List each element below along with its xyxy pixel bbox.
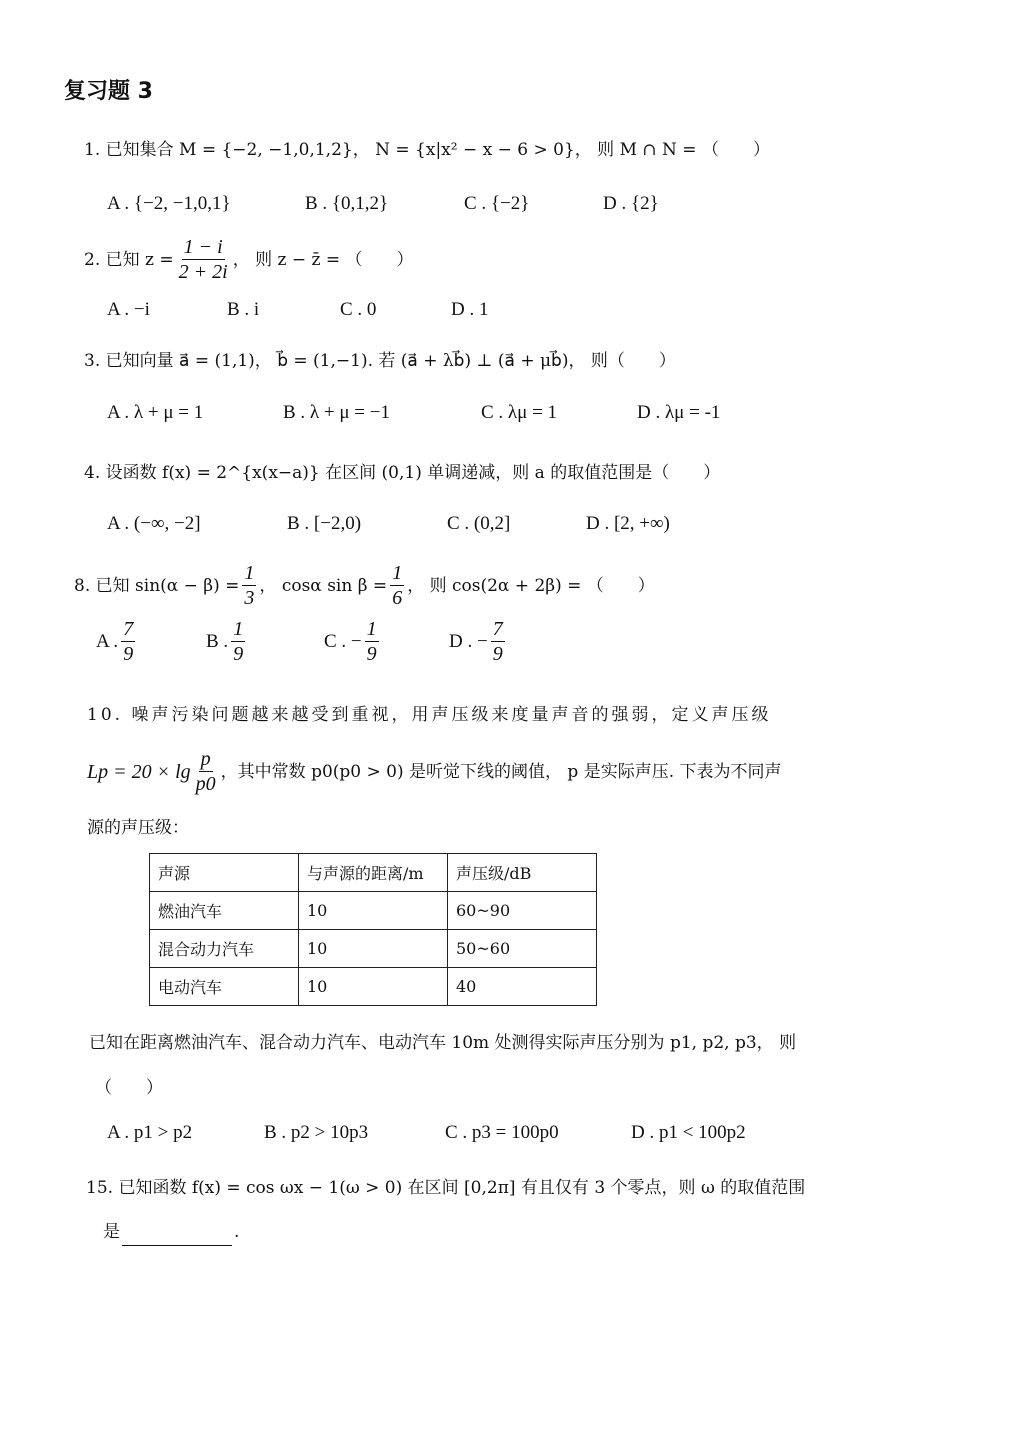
question-1-option-c: C . {−2} [464, 193, 530, 214]
question-8-option-c-numerator: 1 [366, 618, 377, 640]
table-cell: 50~60 [448, 930, 597, 968]
table-cell: 电动汽车 [150, 968, 299, 1006]
table-cell: 10 [299, 930, 448, 968]
question-10-line-2-rest: ，其中常数 p0(p0 > 0) 是听觉下线的阈值， p 是实际声压. 下表为不同声 [220, 761, 782, 782]
question-15-line-2-prefix: 是 [103, 1222, 120, 1242]
table-row [150, 892, 597, 930]
question-15-line-2-suffix: . [234, 1222, 240, 1242]
question-8-option-b-fraction [231, 618, 245, 665]
question-4-option-b: B . [−2,0) [287, 513, 362, 534]
table-header-cell: 声源 [150, 854, 299, 892]
question-2-fraction-numerator: 1 − i [183, 236, 223, 258]
question-8-fraction-1 [242, 562, 256, 609]
question-8-option-a-numerator: 7 [123, 618, 134, 640]
question-10-formula-fraction [194, 748, 218, 795]
question-2-prefix: 2. 已知 z = [84, 249, 174, 270]
question-2-option-b: B . i [227, 299, 260, 320]
table-header-cell: 声压级/dB [448, 854, 597, 892]
question-8-option-a [96, 618, 138, 665]
question-1-option-b: B . {0,1,2} [305, 193, 389, 214]
question-10-option-b: B . p2 > 10p3 [264, 1122, 369, 1143]
question-3-option-d: D . λμ = -1 [637, 402, 721, 423]
question-1-stem: 1. 已知集合 M = {−2, −1,0,1,2}， N = {x|x² − x − 6 > 0}， 则 M ∩ N = （ ） [84, 140, 770, 160]
question-8-fraction-2-numerator: 1 [392, 562, 403, 584]
question-8-option-c [324, 618, 382, 665]
question-10-option-d: D . p1 < 100p2 [631, 1122, 746, 1143]
question-3-option-b: B . λ + μ = −1 [283, 402, 390, 423]
table-row [150, 968, 597, 1006]
question-10-formula-prefix: Lp = 20 × lg [87, 760, 191, 783]
question-10-line-2 [87, 748, 782, 795]
question-8-option-a-label: A . [96, 630, 119, 652]
question-4-option-c: C . (0,2] [447, 513, 511, 534]
question-4-stem: 4. 设函数 f(x) = 2^{x(x−a)} 在区间 (0,1) 单调递减，则 a 的取值范围是（ ） [84, 463, 721, 483]
question-8-fraction-1-numerator: 1 [244, 562, 255, 584]
question-3-option-a: A . λ + μ = 1 [107, 402, 204, 423]
question-8-option-c-fraction [365, 618, 379, 665]
question-10-formula-numerator: p [200, 748, 211, 770]
table-header-cell: 与声源的距离/m [299, 854, 448, 892]
question-8-option-b-numerator: 1 [233, 618, 244, 640]
question-10-option-a: A . p1 > p2 [107, 1122, 193, 1143]
question-2-option-a: A . −i [107, 299, 150, 320]
question-3-option-c: C . λμ = 1 [481, 402, 558, 423]
question-8-option-d-numerator: 7 [492, 618, 503, 640]
question-8-option-c-label: C . − [324, 630, 362, 652]
question-4-option-d: D . [2, +∞) [586, 513, 670, 534]
question-8-option-d-fraction [491, 618, 505, 665]
question-2-stem [84, 236, 414, 283]
question-8-option-d [449, 618, 508, 665]
question-2-fraction [177, 236, 230, 283]
page-title: 复习题 3 [64, 79, 153, 104]
question-2-fraction-denominator: 2 + 2i [178, 261, 228, 283]
question-8-option-b [206, 618, 248, 665]
table-cell: 40 [448, 968, 597, 1006]
question-2-suffix: ， 则 z − z̄ = （ ） [232, 249, 414, 270]
question-15-line-2 [103, 1218, 239, 1246]
question-3-stem: 3. 已知向量 a⃗ = (1,1)， b⃗ = (1,−1). 若 (a⃗ + λb⃗) ⊥ (a⃗ + μb⃗)， 则（ ） [84, 351, 676, 371]
question-8-fraction-2 [390, 562, 404, 609]
table-header-row [150, 854, 597, 892]
question-10-line-3: 源的声压级： [87, 818, 189, 838]
table-cell: 燃油汽车 [150, 892, 299, 930]
question-15-line-1: 15. 已知函数 f(x) = cos ωx − 1(ω > 0) 在区间 [0,2π] 有且仅有 3 个零点，则 ω 的取值范围 [86, 1178, 806, 1198]
table-cell: 10 [299, 892, 448, 930]
question-8-option-b-label: B . [206, 630, 229, 652]
table-cell: 混合动力汽车 [150, 930, 299, 968]
table-cell: 10 [299, 968, 448, 1006]
question-10-option-c: C . p3 = 100p0 [445, 1122, 559, 1143]
table-cell: 60~90 [448, 892, 597, 930]
question-10-line-1: 10. 噪声污染问题越来越受到重视，用声压级来度量声音的强弱，定义声压级 [87, 705, 772, 725]
question-2-option-c: C . 0 [340, 299, 377, 320]
question-8-suffix: ， 则 cos(2α + 2β) = （ ） [407, 575, 655, 596]
question-10-line-4: 已知在距离燃油汽车、混合动力汽车、电动汽车 10m 处测得实际声压分别为 p1, p2, p3， 则 [89, 1033, 797, 1053]
question-8-stem [74, 562, 655, 609]
answer-blank[interactable] [122, 1245, 232, 1246]
question-8-option-b-denominator: 9 [233, 643, 244, 665]
question-8-option-d-denominator: 9 [492, 643, 503, 665]
question-4-option-a: A . (−∞, −2] [107, 513, 201, 534]
question-10-line-5: （ ） [95, 1078, 163, 1098]
question-8-option-c-denominator: 9 [366, 643, 377, 665]
question-1-option-a: A . {−2, −1,0,1} [107, 193, 231, 214]
question-8-option-a-denominator: 9 [123, 643, 134, 665]
sound-pressure-table [149, 853, 597, 1006]
question-8-option-a-fraction [121, 618, 135, 665]
question-10-formula-denominator: p0 [195, 773, 216, 795]
question-8-fraction-2-denominator: 6 [392, 587, 403, 609]
question-1-option-d: D . {2} [603, 193, 659, 214]
question-8-prefix: 8. 已知 sin(α − β) = [74, 575, 240, 596]
question-8-option-d-label: D . − [449, 630, 488, 652]
question-2-option-d: D . 1 [451, 299, 489, 320]
table-row [150, 930, 597, 968]
question-8-middle: ， cosα sin β = [259, 575, 388, 596]
question-8-fraction-1-denominator: 3 [244, 587, 255, 609]
